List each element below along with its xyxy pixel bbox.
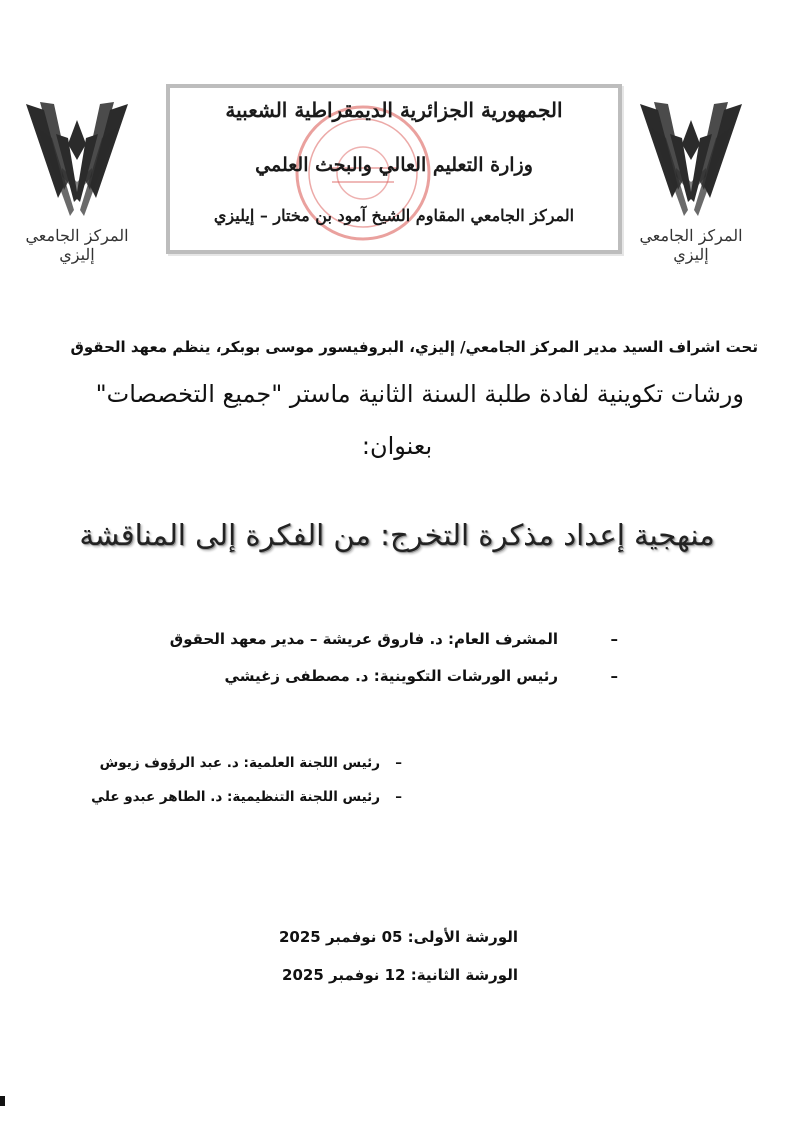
list-dash: – — [610, 629, 618, 648]
list-item — [91, 780, 402, 814]
main-title: منهجية إعداد مذكرة التخرج: من الفكرة إلى المناقشة — [79, 518, 715, 552]
scan-corner-mark — [0, 1096, 5, 1106]
scientific-committee-head: رئيس اللجنة العلمية: د. عبد الرؤوف زيوش — [99, 755, 380, 771]
list-item — [170, 620, 618, 657]
workshop-dates — [279, 928, 518, 1004]
list-dash: – — [395, 789, 402, 805]
logo-caption: المركز الجامعي إليزي — [639, 226, 743, 264]
workshops-heading: ورشات تكوينية لفادة طلبة السنة الثانية ماستر "جميع التخصصات" — [95, 380, 744, 408]
logo-emblem-icon — [632, 98, 750, 228]
university-logo-left — [18, 98, 136, 264]
list-dash: – — [610, 666, 618, 685]
list-dash: – — [395, 755, 402, 771]
logo-emblem-icon — [18, 98, 136, 228]
second-workshop-date: الورشة الثانية: 12 نوفمبر 2025 — [282, 966, 518, 984]
header-frame — [166, 84, 622, 254]
committees-list — [91, 746, 402, 814]
workshops-head: رئيس الورشات التكوينية: د. مصطفى زغيشي — [224, 666, 558, 685]
header-ministry: وزارة التعليم العالي والبحث العلمي — [255, 154, 533, 176]
title-label: بعنوان: — [361, 432, 433, 460]
list-item — [91, 746, 402, 780]
supervisor-general: المشرف العام: د. فاروق عريشة – مدير معهد الحقوق — [169, 629, 558, 648]
list-item — [170, 657, 618, 694]
supervisors-list — [170, 620, 618, 694]
organizing-committee-head: رئيس اللجنة التنظيمية: د. الطاهر عبدو علي — [91, 789, 380, 805]
first-workshop-date: الورشة الأولى: 05 نوفمبر 2025 — [279, 928, 518, 946]
header-university: المركز الجامعي المقاوم الشيخ آمود بن مختار – إيليزي — [213, 206, 575, 225]
university-logo-right — [632, 98, 750, 264]
intro-text: تحت اشراف السيد مدير المركز الجامعي/ إليزي، البروفيسور موسى بوبكر، ينظم معهد الحقوق — [70, 338, 758, 356]
header-republic: الجمهورية الجزائرية الديمقراطية الشعبية — [225, 98, 563, 122]
logo-caption: المركز الجامعي إليزي — [25, 226, 129, 264]
